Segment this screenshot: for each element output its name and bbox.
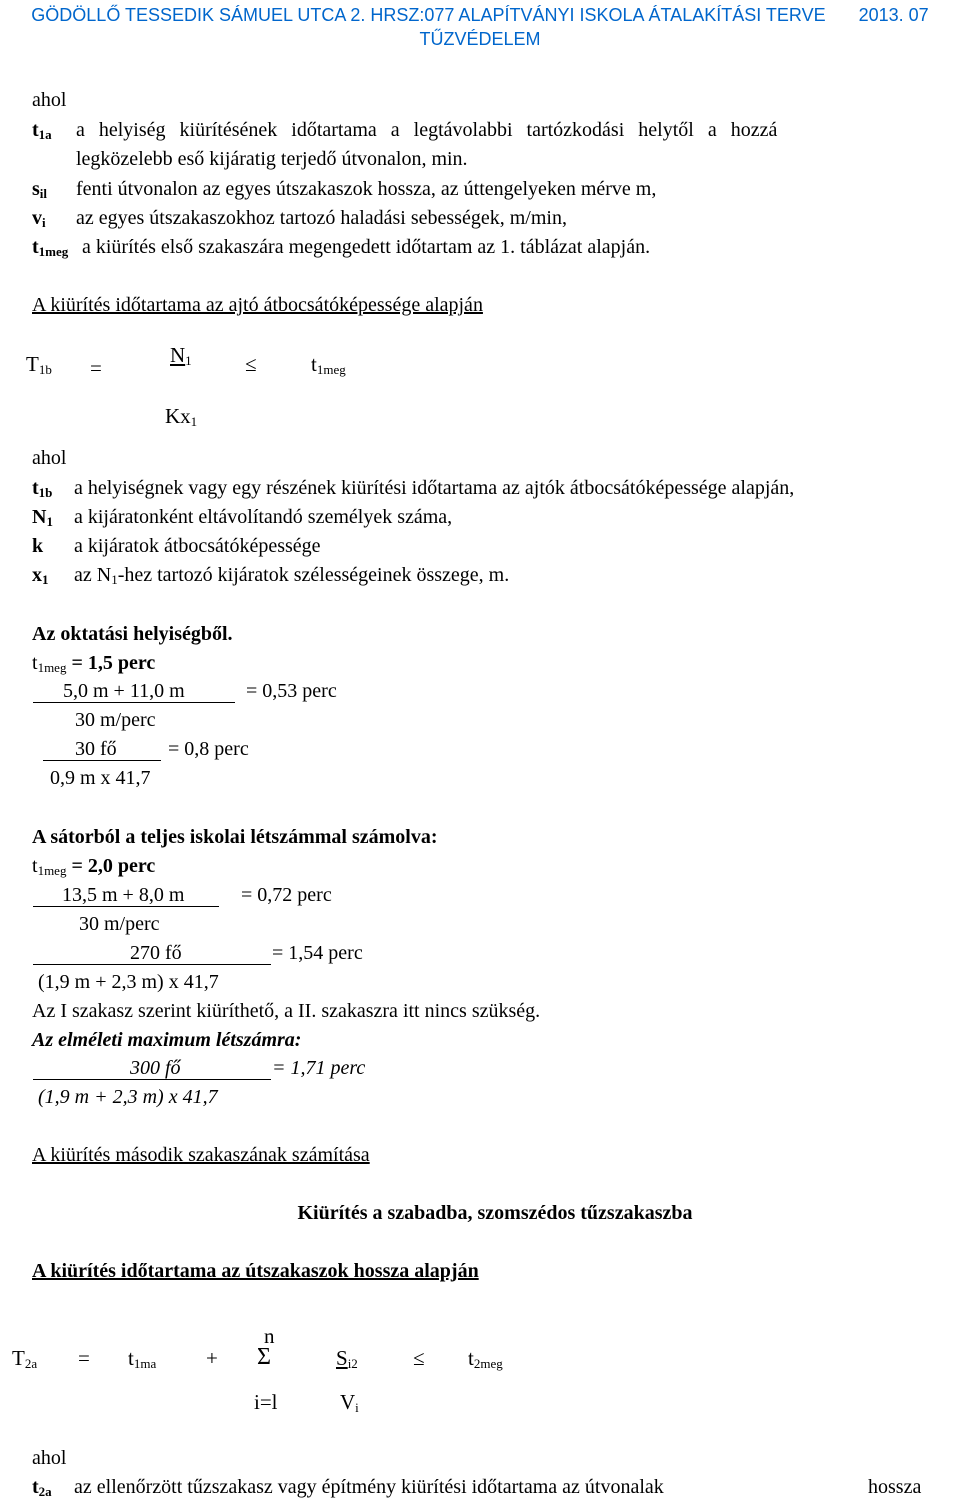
formula-t2a-plus: +: [206, 1346, 218, 1370]
calc1-row1-result: = 0,53 perc: [246, 680, 337, 702]
def-t1a-text-cont: legközelebb eső kijáratig terjedő útvonalon, min.: [76, 148, 468, 170]
def-n1: $N_1$ a kijáratonként eltávolítandó személyek száma,: [32, 506, 453, 529]
ahol-label: ahol: [32, 89, 67, 111]
calc2-row2-result: = 1,54 perc: [272, 942, 363, 964]
formula-sum-lower: i=l: [254, 1390, 278, 1414]
def-t1b: $t_{1b}$ a helyiségnek vagy egy részének kiürítési időtartama az ajtók átbocsátóképessége alapján,: [32, 477, 795, 500]
calc3-denominator: (1,9 m + 2,3 m) x 41,7: [38, 1086, 218, 1108]
calc3-fraction-line: [33, 1079, 271, 1080]
calc1-row2-numerator: 30 fő: [75, 738, 117, 760]
calc1-title: Az oktatási helyiségből.: [32, 623, 233, 645]
def-t2a: $t_{2a}$ az ellenőrzött tűzszakasz vagy építmény kiürítési időtartama az útvonalak: [32, 1476, 664, 1499]
section-title-path-length: A kiürítés időtartama az útszakaszok hossza alapján: [32, 1260, 479, 1282]
page-header: [0, 5, 960, 25]
def-t1a-text: a helyiség kiürítésének időtartama a legtávolabbi tartózkodási helytől a hozzá: [76, 119, 778, 141]
section-title-second-phase: A kiürítés második szakaszának számítása: [32, 1144, 370, 1166]
formula-t2a-lhs: $T_{2a}$: [12, 1346, 38, 1371]
ahol-label-2: ahol: [32, 447, 67, 469]
calc1-row2-result: = 0,8 perc: [168, 738, 249, 760]
def-sil: $s_{il}$ fenti útvonalon az egyes útszakaszok hossza, az úttengelyeken mérve m,: [32, 178, 657, 201]
calc1-row1-fraction-line: [33, 702, 235, 703]
formula-t1b-numerator: $N_1$: [170, 343, 192, 368]
def-x1: $x_1$ az $N_1$-hez tartozó kijáratok szélességeinek összege, m.: [32, 564, 510, 587]
calc2-row2-denominator: (1,9 m + 2,3 m) x 41,7: [38, 971, 219, 993]
calc2-title: A sátorból a teljes iskolai létszámmal számolva:: [32, 826, 438, 848]
header-title: GÖDÖLLŐ TESSEDIK SÁMUEL UTCA 2. HRSZ:077 ALAPÍTVÁNYI ISKOLA ÁTALAKÍTÁSI TERVE: [31, 5, 826, 25]
header-date: 2013. 07: [858, 5, 929, 25]
formula-t2a-le: ≤: [413, 1346, 425, 1370]
formula-t1b-le: ≤: [245, 352, 257, 376]
formula-sum-upper: n: [264, 1324, 275, 1348]
calc3-result: = 1,71 perc: [272, 1057, 366, 1079]
calc2-row2-numerator: 270 fő: [130, 942, 182, 964]
calc2-row1-fraction-line: [33, 906, 219, 907]
calc2-row1-denominator: 30 m/perc: [79, 913, 160, 935]
ahol-label-3: ahol: [32, 1447, 67, 1469]
formula-t2a-denominator: $V_i$: [340, 1390, 359, 1415]
calc2-t1meg: $t_{1meg} = 2,0$ perc: [32, 855, 156, 878]
calc1-row1-numerator: 5,0 m + 11,0 m: [63, 680, 185, 702]
calc1-row2-denominator: 0,9 m x 41,7: [50, 767, 151, 789]
formula-t1b-rhs: $t_{1meg}$: [311, 352, 346, 377]
calc2-row1-result: = 0,72 perc: [241, 884, 332, 906]
calc1-t1meg: $t_{1meg} = 1,5$ perc: [32, 652, 156, 675]
calc2-note: Az I szakasz szerint kiüríthető, a II. szakaszra itt nincs szükség.: [32, 1000, 541, 1022]
calc2-row2-fraction-line: [33, 964, 271, 965]
calc3-title: Az elméleti maximum létszámra:: [32, 1029, 302, 1051]
section-subtitle-evacuation: Kiürítés a szabadba, szomszédos tűzszakaszba: [297, 1202, 693, 1224]
calc3-numerator: 300 fő: [130, 1057, 181, 1079]
calc1-row1-denominator: 30 m/perc: [75, 709, 156, 731]
formula-t1b-lhs: $T_{1b}$: [26, 352, 52, 377]
def-vi: $v_i$ az egyes útszakaszokhoz tartozó haladási sebességek, m/min,: [32, 207, 567, 230]
formula-sum-sigma: Σ: [257, 1344, 271, 1370]
def-t1a: $t_{1a}$ a helyiség kiürítésének időtartama a legtávolabbi tartózkodási helytől a hozzá: [32, 119, 778, 142]
formula-t1b-eq: =: [90, 356, 102, 380]
formula-t2a-t1ma: $t_{1ma}$: [128, 1346, 157, 1371]
calc1-row2-fraction-line: [43, 760, 161, 761]
header-subtitle: TŰZVÉDELEM: [419, 29, 541, 49]
formula-t2a-rhs: $t_{2meg}$: [468, 1346, 503, 1371]
def-t2a-tail: hossza: [868, 1476, 922, 1498]
def-t1meg: $t_{1meg}$ a kiürítés első szakaszára megengedett időtartam az 1. táblázat alapján.: [32, 236, 651, 259]
formula-t2a-eq: =: [78, 1346, 90, 1370]
calc2-row1-numerator: 13,5 m + 8,0 m: [62, 884, 185, 906]
formula-t1b-denominator: $Kx_1$: [165, 404, 198, 429]
formula-t2a-numerator: $S_{i2}$: [336, 1346, 358, 1371]
section-title-door-capacity: A kiürítés időtartama az ajtó átbocsátóképessége alapján: [32, 294, 483, 316]
def-k: k a kijáratok átbocsátóképessége: [32, 535, 321, 557]
